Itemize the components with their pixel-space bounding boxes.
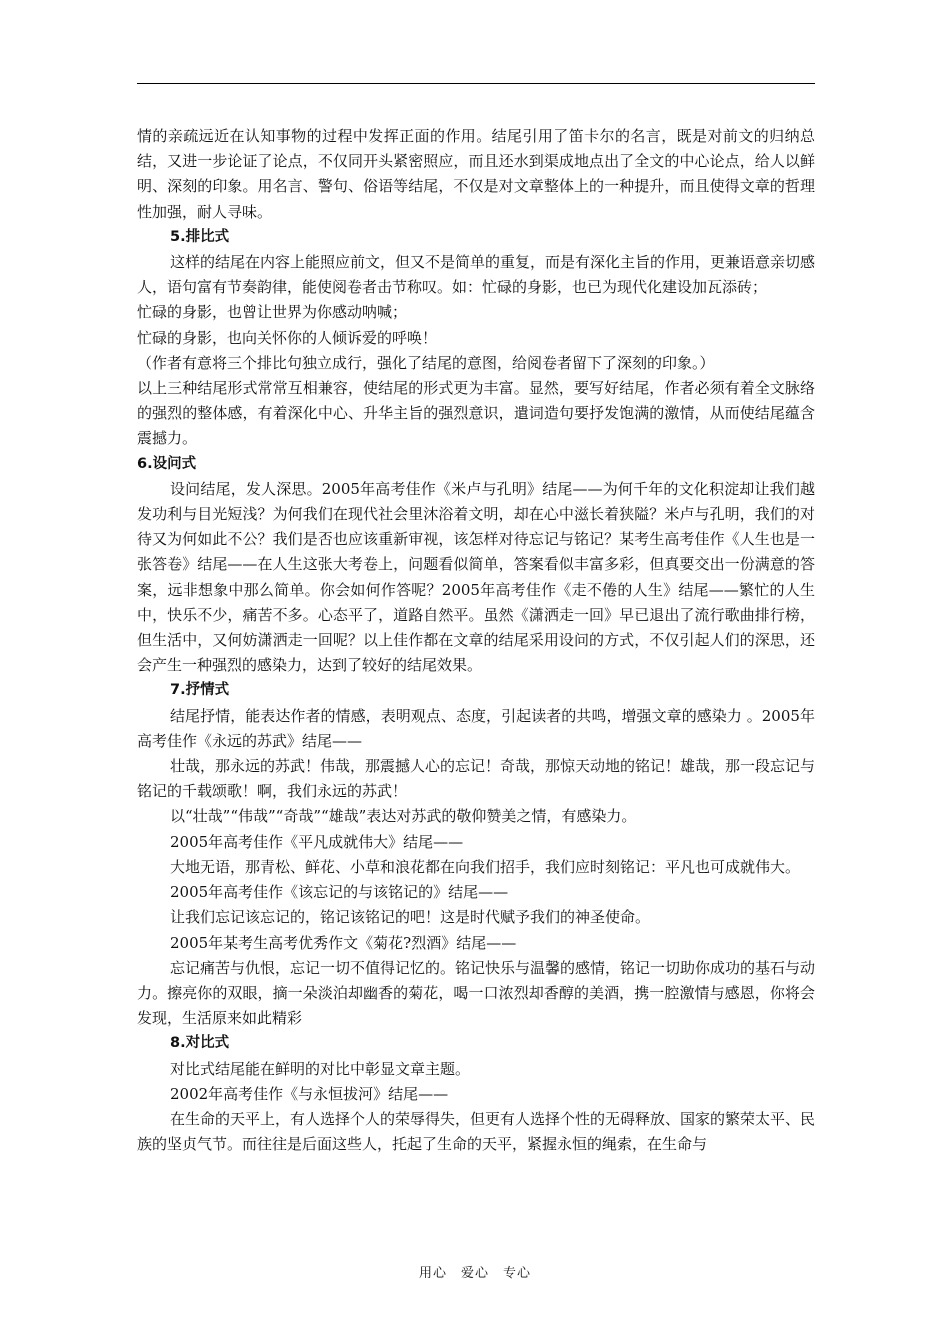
- paragraph: 情的亲疏远近在认知事物的过程中发挥正面的作用。结尾引用了笛卡尔的名言，既是对前文的归纳总结，又进一步论证了论点，不仅同开头紧密照应，而且还水到渠成地点出了全文的中心论点，给人以鲜明、深刻的印象。用名言、警句、俗语等结尾，不仅是对文章整体上的一种提升，而且使得文章的哲理性加强，耐人寻味。: [137, 127, 815, 221]
- paragraph: 以上三种结尾形式常常互相兼容，使结尾的形式更为丰富。显然，要写好结尾，作者必须有着全文脉络的强烈的整体感，有着深化中心、升华主旨的强烈意识，遣词造句要抒发饱满的激情，从而使结尾蕴含震撼力。: [137, 379, 815, 448]
- paragraph: 让我们忘记该忘记的，铭记该铭记的吧！这是时代赋予我们的神圣使命。: [170, 908, 651, 927]
- section-heading-lyrical: 7.抒情式: [170, 682, 230, 699]
- paragraph: 2002年高考佳作《与永恒拔河》结尾——: [170, 1084, 449, 1103]
- paragraph: 这样的结尾在内容上能照应前文，但又不是简单的重复，而是有深化主旨的作用，更兼语意亲切感人，语句富有节奏韵律，能使阅卷者击节称叹。如：忙碌的身影，也已为现代化建设加瓦添砖；: [137, 253, 816, 297]
- document-body: [137, 124, 815, 1157]
- paragraph: 2005年高考佳作《该忘记的与该铭记的》结尾——: [170, 883, 509, 902]
- paragraph: 以“壮哉”“伟哉”“奇哉”“雄哉”表达对苏武的敬仰赞美之情，有感染力。: [170, 807, 637, 826]
- paragraph: 对比式结尾能在鲜明的对比中彰显文章主题。: [170, 1059, 471, 1078]
- paragraph: 忙碌的身影，也曾让世界为你感动呐喊；: [137, 303, 408, 322]
- paragraph: 大地无语，那青松、鲜花、小草和浪花都在向我们招手，我们应时刻铭记：平凡也可成就伟大。: [170, 857, 801, 876]
- section-heading-contrast: 8.对比式: [170, 1035, 230, 1052]
- paragraph: （作者有意将三个排比句独立成行，强化了结尾的意图，给阅卷者留下了深刻的印象。）: [137, 353, 715, 372]
- paragraph: 忙碌的身影，也向关怀你的人倾诉爱的呼唤！: [137, 328, 438, 347]
- paragraph: 2005年某考生高考优秀作文《菊花?烈酒》结尾——: [170, 933, 517, 952]
- paragraph: 结尾抒情，能表达作者的情感，表明观点、态度，引起读者的共鸣，增强文章的感染力 。2005年高考佳作《永远的苏武》结尾——: [137, 706, 815, 750]
- paragraph: 设问结尾，发人深思。2005年高考佳作《米卢与孔明》结尾——为何千年的文化积淀却让我们越发功利与目光短浅？为何我们在现代社会里沐浴着文明，却在心中滋长着狭隘？米卢与孔明，我们的对待又为何如此不公？我们是否也应该重新审视，该怎样对待忘记与铭记？某考生高考佳作《人生也是一张答卷》结尾——在人生这张大考卷上，问题看似简单，答案看似丰富多彩，但真要交出一份满意的答案，远非想象中那么简单。你会如何作答呢？2005年高考佳作《走不倦的人生》结尾——繁忙的人生中，快乐不少，痛苦不多。心态平了，道路自然平。虽然《潇洒走一回》早已退出了流行歌曲排行榜，但生活中，又何妨潇洒走一回呢？以上佳作都在文章的结尾采用设问的方式，不仅引起人们的深思，还会产生一种强烈的感染力，达到了较好的结尾效果。: [137, 479, 815, 675]
- paragraph: 2005年高考佳作《平凡成就伟大》结尾——: [170, 832, 464, 851]
- header-rule: [137, 83, 815, 84]
- section-heading-rhetorical-question: 6.设问式: [137, 455, 197, 472]
- paragraph: 在生命的天平上，有人选择个人的荣辱得失，但更有人选择个性的无碍释放、国家的繁荣太平、民族的坚贞气节。而往往是后面这些人，托起了生命的天平，紧握永恒的绳索，在生命与: [137, 1109, 816, 1154]
- section-heading-parallelism: 5.排比式: [170, 228, 230, 245]
- page-footer: 用心 爱心 专心: [418, 1266, 531, 1281]
- paragraph: 忘记痛苦与仇恨，忘记一切不值得记忆的。铭记快乐与温馨的感情，铭记一切助你成功的基石与动力。擦亮你的双眼，摘一朵淡泊却幽香的菊花，喝一口浓烈却香醇的美酒，携一腔激情与感恩，你将会发现，生活原来如此精彩: [137, 958, 816, 1028]
- paragraph: 壮哉，那永远的苏武！伟哉，那震撼人心的忘记！奇哉，那惊天动地的铭记！雄哉，那一段忘记与铭记的千载颂歌！啊，我们永远的苏武！: [137, 757, 816, 801]
